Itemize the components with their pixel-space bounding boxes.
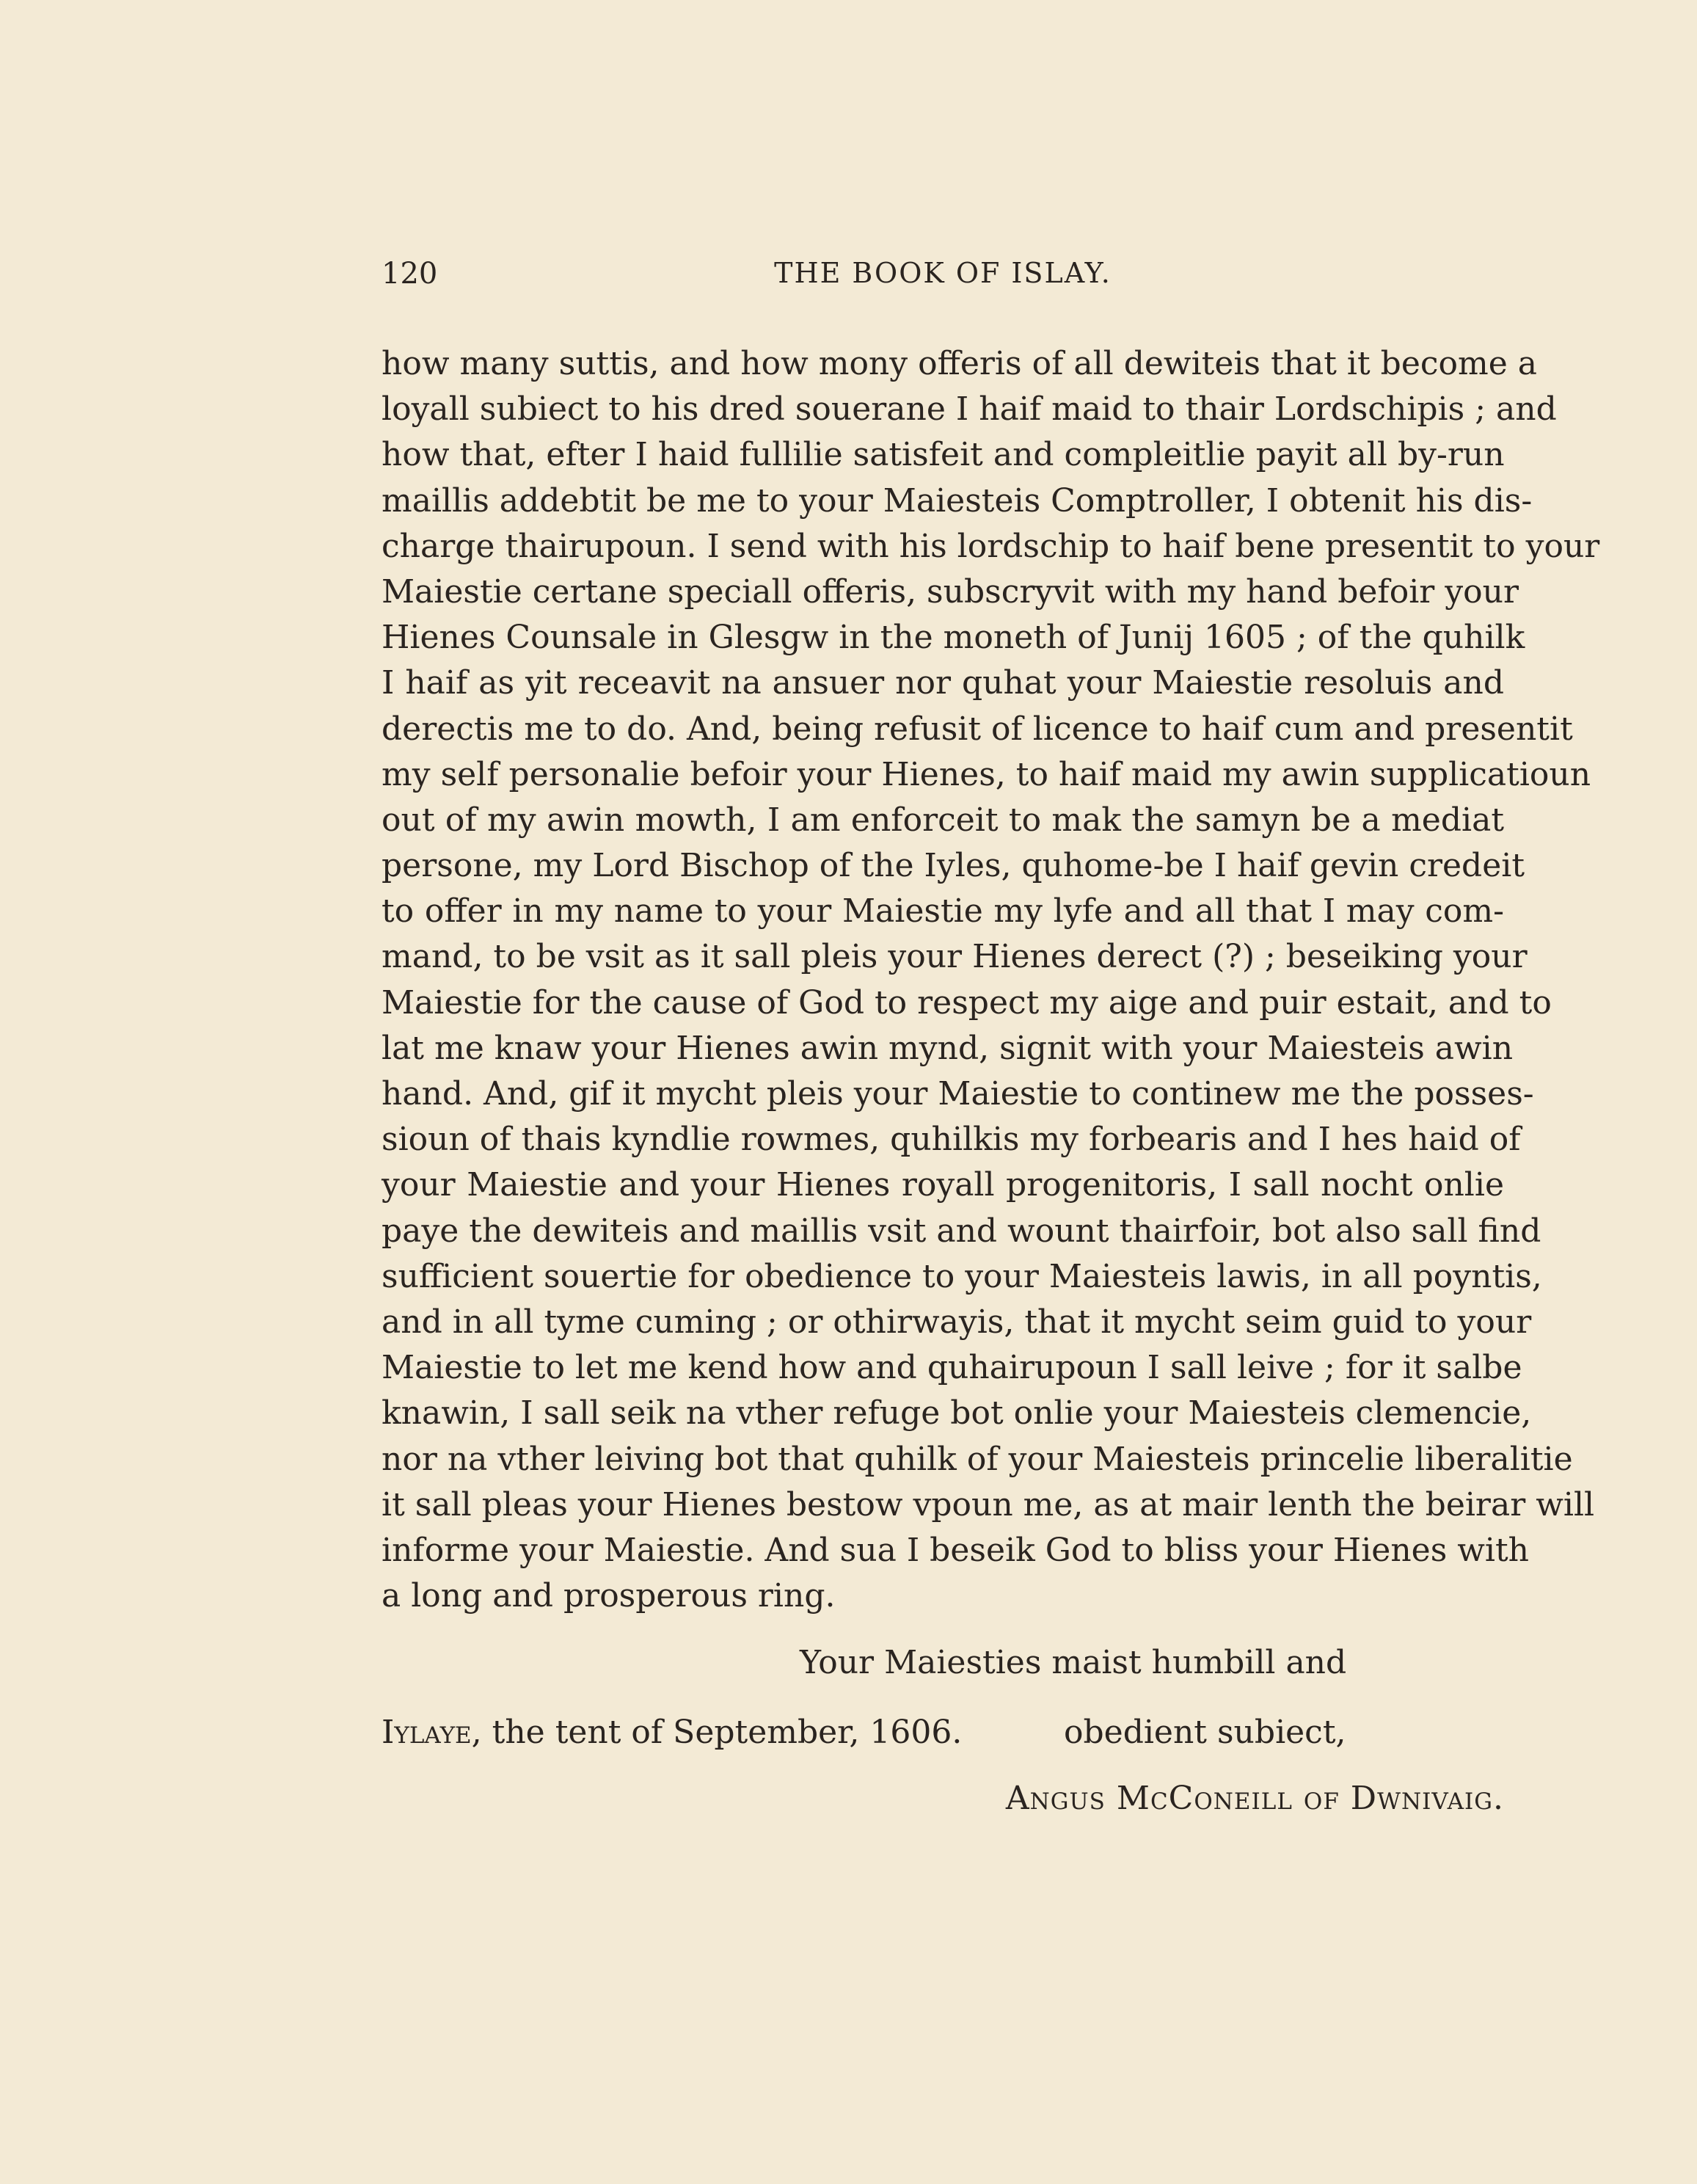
body-line: sufficient souertie for obedience to your Maiesteis lawis, in all poyntis, bbox=[382, 1257, 1542, 1295]
closing-salutation: Your Maiesties maist humbill and bbox=[800, 1644, 1347, 1681]
body-text bbox=[382, 341, 1600, 1619]
body-line: Maiestie certane speciall offeris, subscryvit with my hand befoir your bbox=[382, 572, 1519, 611]
body-line: loyall subiect to his dred souerane I haif maid to thair Lordschipis ; and bbox=[382, 390, 1557, 429]
place-and-date bbox=[382, 1714, 962, 1751]
page-number: 120 bbox=[382, 257, 438, 291]
body-line: and in all tyme cuming ; or othirwayis, that it mycht seim guid to your bbox=[382, 1303, 1532, 1341]
date-text: , the tent of September, 1606. bbox=[471, 1714, 963, 1751]
body-line: lat me knaw your Hienes awin mynd, signit with your Maiesteis awin bbox=[382, 1029, 1514, 1067]
body-line: to offer in my name to your Maiestie my lyfe and all that I may com- bbox=[382, 892, 1504, 931]
body-line: it sall pleas your Hienes bestow vpoun me, as at mair lenth the beirar will bbox=[382, 1485, 1595, 1524]
body-line: charge thairupoun. I send with his lordschip to haif bene presentit to your bbox=[382, 527, 1600, 565]
signature: Angus McConeill of Dwnivaig. bbox=[1005, 1780, 1504, 1817]
body-line: paye the dewiteis and maillis vsit and wount thairfoir, bot also sall find bbox=[382, 1212, 1541, 1250]
closing-obedient: obedient subiect, bbox=[1064, 1714, 1346, 1751]
body-line: Hienes Counsale in Glesgw in the moneth of Junij 1605 ; of the quhilk bbox=[382, 619, 1525, 657]
body-line: persone, my Lord Bischop of the Iyles, quhome-be I haif gevin credeit bbox=[382, 847, 1525, 885]
body-line: Maiestie to let me kend how and quhairupoun I sall leive ; for it salbe bbox=[382, 1349, 1522, 1387]
body-line: I haif as yit receavit na ansuer nor quhat your Maiestie resoluis and bbox=[382, 664, 1504, 702]
body-line: sioun of thais kyndlie rowmes, quhilkis my forbearis and I hes haid of bbox=[382, 1121, 1521, 1159]
page-header bbox=[382, 257, 1504, 301]
body-line: knawin, I sall seik na vther refuge bot onlie your Maiesteis clemencie, bbox=[382, 1394, 1532, 1433]
body-line: nor na vther leiving bot that quhilk of your Maiesteis princelie liberalitie bbox=[382, 1440, 1573, 1478]
body-line: maillis addebtit be me to your Maiesteis Comptroller, I obtenit his dis- bbox=[382, 481, 1533, 520]
body-line: informe your Maiestie. And sua I beseik God to bliss your Hienes with bbox=[382, 1531, 1530, 1569]
body-line: your Maiestie and your Hienes royall progenitoris, I sall nocht onlie bbox=[382, 1166, 1504, 1204]
body-line: my self personalie befoir your Hienes, to haif maid my awin supplicatioun bbox=[382, 755, 1591, 793]
body-line: out of my awin mowth, I am enforceit to mak the samyn be a mediat bbox=[382, 801, 1504, 839]
body-line: how that, efter I haid fullilie satisfeit and compleitlie payit all by-run bbox=[382, 436, 1505, 474]
body-line: how many suttis, and how mony offeris of all dewiteis that it become a bbox=[382, 345, 1537, 382]
running-title: THE BOOK OF ISLAY. bbox=[774, 257, 1112, 289]
body-line: derectis me to do. And, being refusit of licence to haif cum and presentit bbox=[382, 710, 1573, 748]
body-line: Maiestie for the cause of God to respect my aige and puir estait, and to bbox=[382, 983, 1552, 1022]
body-line: hand. And, gif it mycht pleis your Maiestie to continew me the posses- bbox=[382, 1075, 1534, 1113]
place-name: Iylaye bbox=[382, 1714, 472, 1751]
body-line: a long and prosperous ring. bbox=[382, 1577, 836, 1615]
body-line: mand, to be vsit as it sall pleis your Hienes derect (?) ; beseiking your bbox=[382, 938, 1528, 976]
